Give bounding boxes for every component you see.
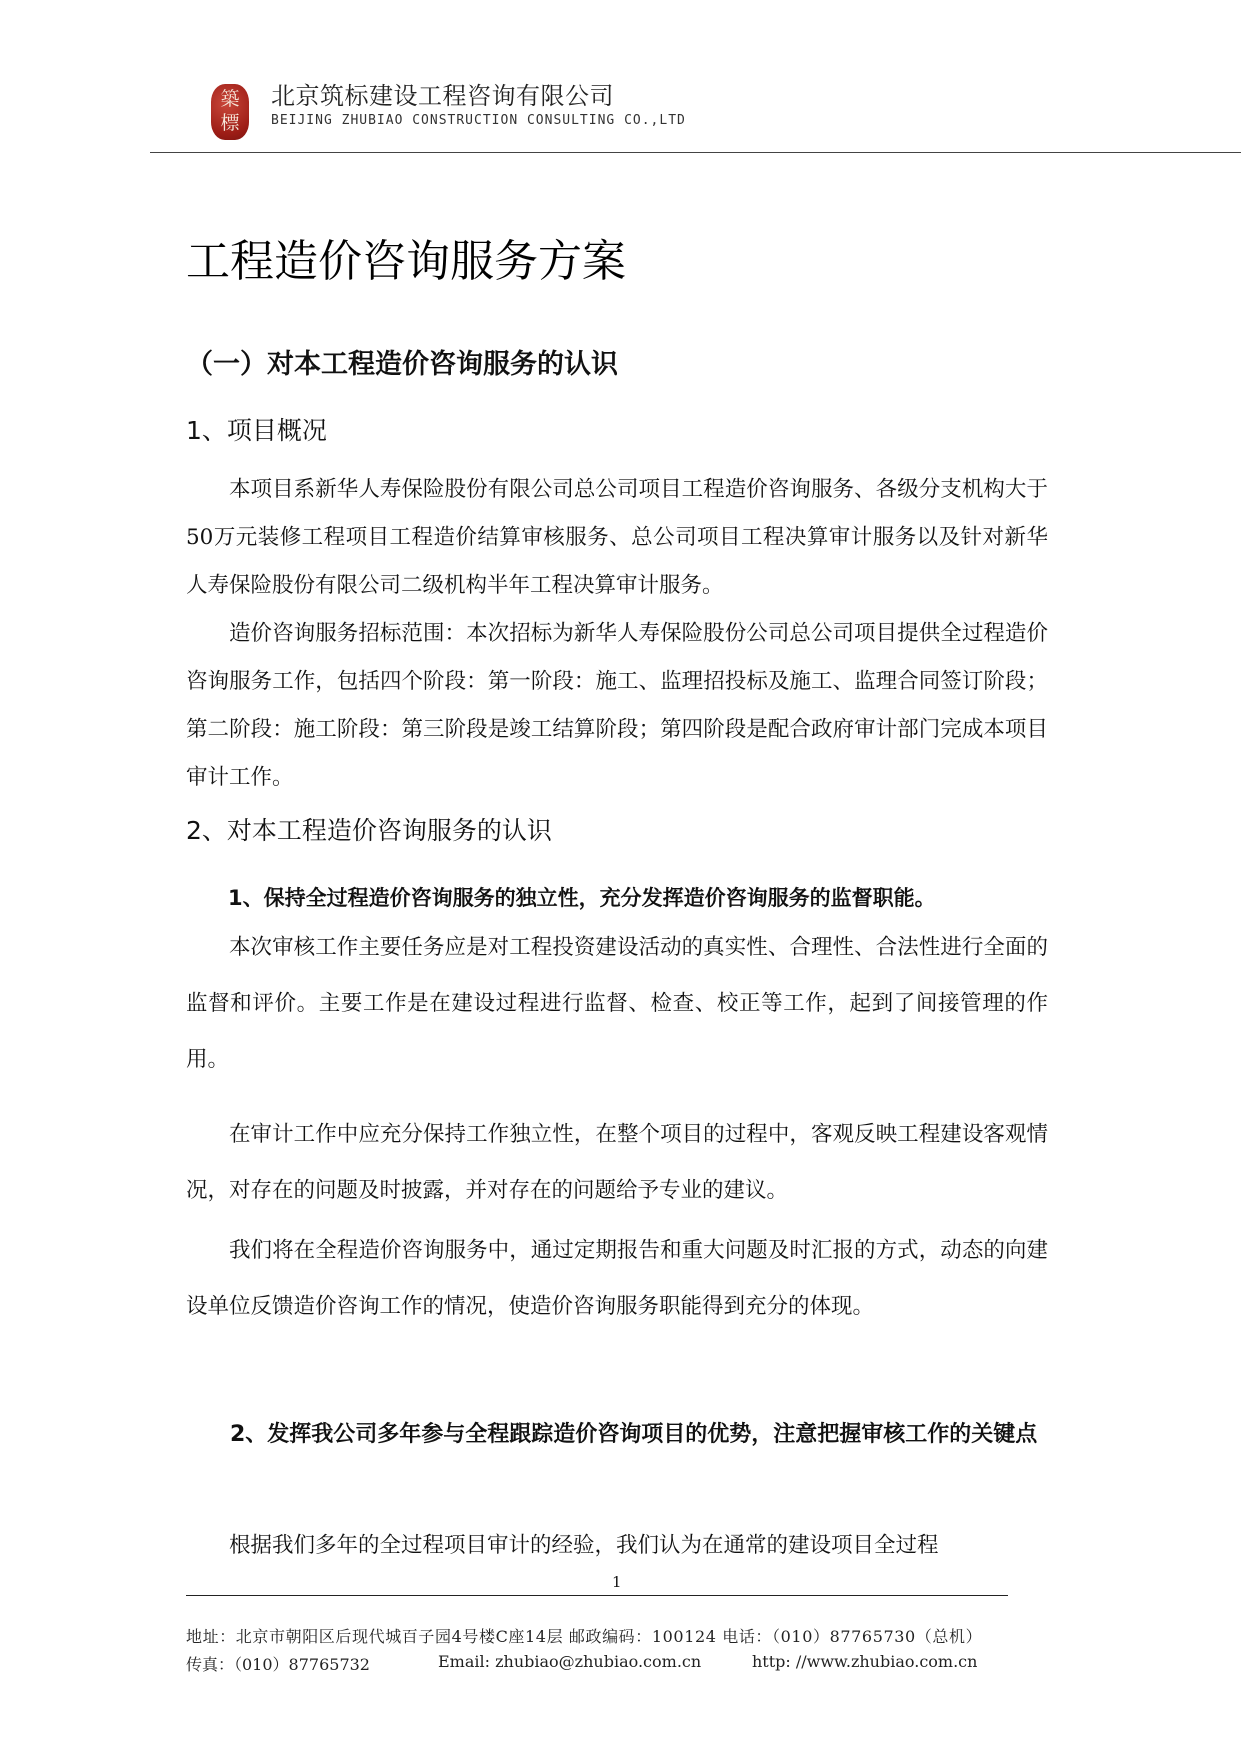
header-divider xyxy=(150,152,1241,153)
paragraph-independence: 在审计工作中应充分保持工作独立性，在整个项目的过程中，客观反映工程建设客观情况，对存在的问题及时披露，并对存在的问题给予专业的建议。 xyxy=(186,1122,1048,1203)
company-name-cn: 北京筑标建设工程咨询有限公司 xyxy=(271,82,614,110)
paragraph-bid-scope: 造价咨询服务招标范围：本次招标为新华人寿保险股份公司总公司项目提供全过程造价咨询服务工作，包括四个阶段：第一阶段：施工、监理招投标及施工、监理合同签订阶段；第二阶段：施工阶段：第三阶段是竣工结算阶段；第四阶段是配合政府审计部门完成本项目审计工作。 xyxy=(186,621,1048,790)
paragraph-project-description: 本项目系新华人寿保险股份有限公司总公司项目工程造价咨询服务、各级分支机构大于50万元装修工程项目工程造价结算审核服务、总公司项目工程决算审计服务以及针对新华人寿保险股份有限公司二级机构半年工程决算审计服务。 xyxy=(186,477,1048,598)
logo-char-top: 築 xyxy=(220,88,240,110)
paragraph-reporting: 我们将在全程造价咨询服务中，通过定期报告和重大问题及时汇报的方式，动态的向建设单位反馈造价咨询工作的情况，使造价咨询服务职能得到充分的体现。 xyxy=(186,1238,1048,1319)
logo-char-bottom: 標 xyxy=(220,112,240,134)
page-number: 1 xyxy=(612,1573,622,1591)
company-logo-seal xyxy=(211,84,249,140)
footer-address: 地址：北京市朝阳区后现代城百子园4号楼C座14层 邮政编码：100124 电话：（010）87765730（总机） xyxy=(186,1627,983,1646)
paragraph-audit-tasks: 本次审核工作主要任务应是对工程投资建设活动的真实性、合理性、合法性进行全面的监督和评价。主要工作是在建设过程进行监督、检查、校正等工作，起到了间接管理的作用。 xyxy=(186,935,1048,1072)
footer-email: Email: zhubiao@zhubiao.com.cn xyxy=(438,1652,702,1671)
footer-website: http: //www.zhubiao.com.cn xyxy=(752,1652,978,1671)
subheading-service-understanding: 2、对本工程造价咨询服务的认识 xyxy=(186,816,552,845)
subheading-project-overview: 1、项目概况 xyxy=(186,416,327,445)
document-title: 工程造价咨询服务方案 xyxy=(186,236,626,287)
point-independence: 1、保持全过程造价咨询服务的独立性，充分发挥造价咨询服务的监督职能。 xyxy=(228,886,936,910)
section-title: （一）对本工程造价咨询服务的认识 xyxy=(186,349,618,380)
footer-fax: 传真：（010）87765732 xyxy=(186,1655,370,1674)
paragraph-experience: 根据我们多年的全过程项目审计的经验，我们认为在通常的建设项目全过程 xyxy=(229,1533,939,1558)
footer-divider xyxy=(186,1595,1008,1596)
point-experience-advantage: 2、发挥我公司多年参与全程跟踪造价咨询项目的优势，注意把握审核工作的关键点 xyxy=(230,1422,1038,1447)
company-name-en: BEIJING ZHUBIAO CONSTRUCTION CONSULTING CO.,LTD xyxy=(271,113,686,128)
